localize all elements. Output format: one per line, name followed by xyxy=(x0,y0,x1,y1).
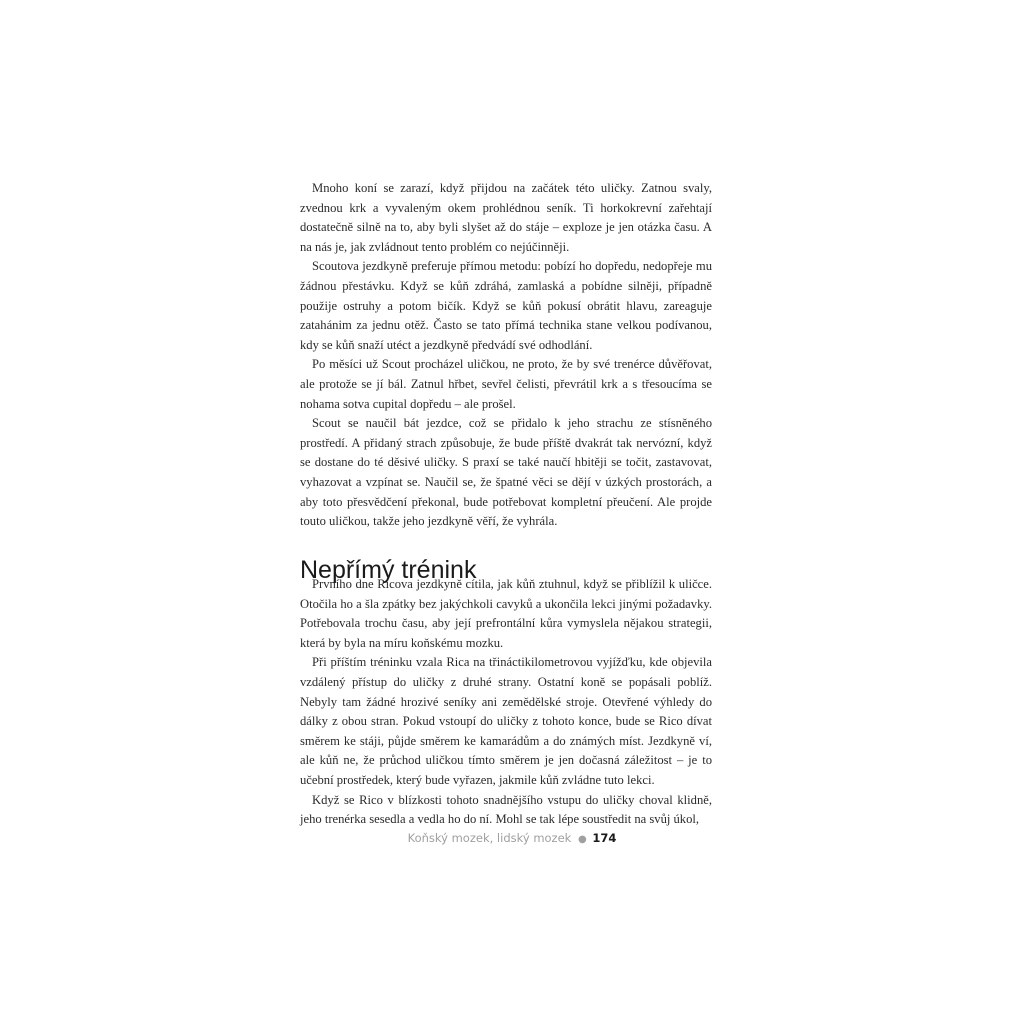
paragraph: Mnoho koní se zarazí, když přijdou na začátek této uličky. Zatnou svaly, zvednou krk a vyvaleným okem prohlédnou seník. Ti horkokrevní zařehtají dostatečně silně na to, aby byli slyšet až do stáje – exploze je jen otázka času. A na nás je, jak zvládnout tento problém co nejúčinněji. xyxy=(300,181,712,254)
paragraph: Při příštím tréninku vzala Rica na třináctikilometrovou vyjížďku, kde objevila vzdálený přístup do uličky z druhé strany. Ostatní koně se popásali poblíž. Nebyly tam žádné hrozivé seníky ani zemědělské stroje. Otevřené výhledy do dálky z obou stran. Pokud vstoupí do uličky z tohoto konce, bude se Rico dívat směrem ke stáji, půjde směrem ke kamarádům a do známých míst. Jezdkyně ví, ale kůň ne, že průchod uličkou tímto směrem je jen dočasná záležitost – je to učební prostředek, který bude vyřazen, jakmile kůň zvládne tuto lekci. xyxy=(300,655,712,787)
body-text-section xyxy=(300,575,712,830)
paragraph: Scoutova jezdkyně preferuje přímou metodu: pobízí ho dopředu, nedopřeje mu žádnou přestávku. Když se kůň zdráhá, zamlaská a pobídne silněji, případně použije ostruhy a potom bičík. Když se kůň pokusí obrátit hlavu, zareaguje zatahánim za jednu otěž. Často se tato přímá technika stane velkou podívanou, kdy se kůň snaží utéct a jezdkyně předvádí své odhodlání. xyxy=(300,259,712,352)
paragraph: Po měsíci už Scout procházel uličkou, ne proto, že by své trenérce důvěřovat, ale protože se jí bál. Zatnul hřbet, sevřel čelisti, převrátil krk a s třesoucíma se nohama sotva cupital dopředu – ale prošel. xyxy=(300,357,712,411)
paragraph: Když se Rico v blízkosti tohoto snadnějšího vstupu do uličky choval klidně, jeho trenérka sesedla a vedla ho do ní. Mohl se tak lépe soustředit na svůj úkol, xyxy=(300,792,712,827)
page-footer xyxy=(0,830,1024,848)
section-heading: Nepřímý trénink xyxy=(300,555,477,584)
paragraph: Prvního dne Ricova jezdkyně cítila, jak kůň ztuhnul, když se přiblížil k uličce. Otočila ho a šla zpátky bez jakýchkoli cavyků a ukončila lekci jinými požadavky. Potřebovala trochu času, aby její prefrontální kůra vymyslela nějakou strategii, která by byla na míru koňskému mozku. xyxy=(300,577,712,650)
page-number: 174 xyxy=(592,831,617,845)
paragraph: Scout se naučil bát jezdce, což se přidalo k jeho strachu ze stísněného prostředí. A přidaný strach způsobuje, že bude příště dvakrát tak nervózní, když se dostane do té děsivé uličky. S praxí se také naučí hbitěji se točit, zastavovat, vyhazovat a vzpínat se. Naučil se, že špatné věci se dějí v úzkých prostorách, a aby toto přesvědčení překonal, bude potřebovat kompletní přeučení. Ale projde touto uličkou, takže jeho jezdkyně věří, že vyhrála. xyxy=(300,416,712,529)
bullet-separator: ● xyxy=(577,834,587,845)
body-text-section xyxy=(300,179,712,532)
running-title: Koňský mozek, lidský mozek xyxy=(407,831,572,845)
